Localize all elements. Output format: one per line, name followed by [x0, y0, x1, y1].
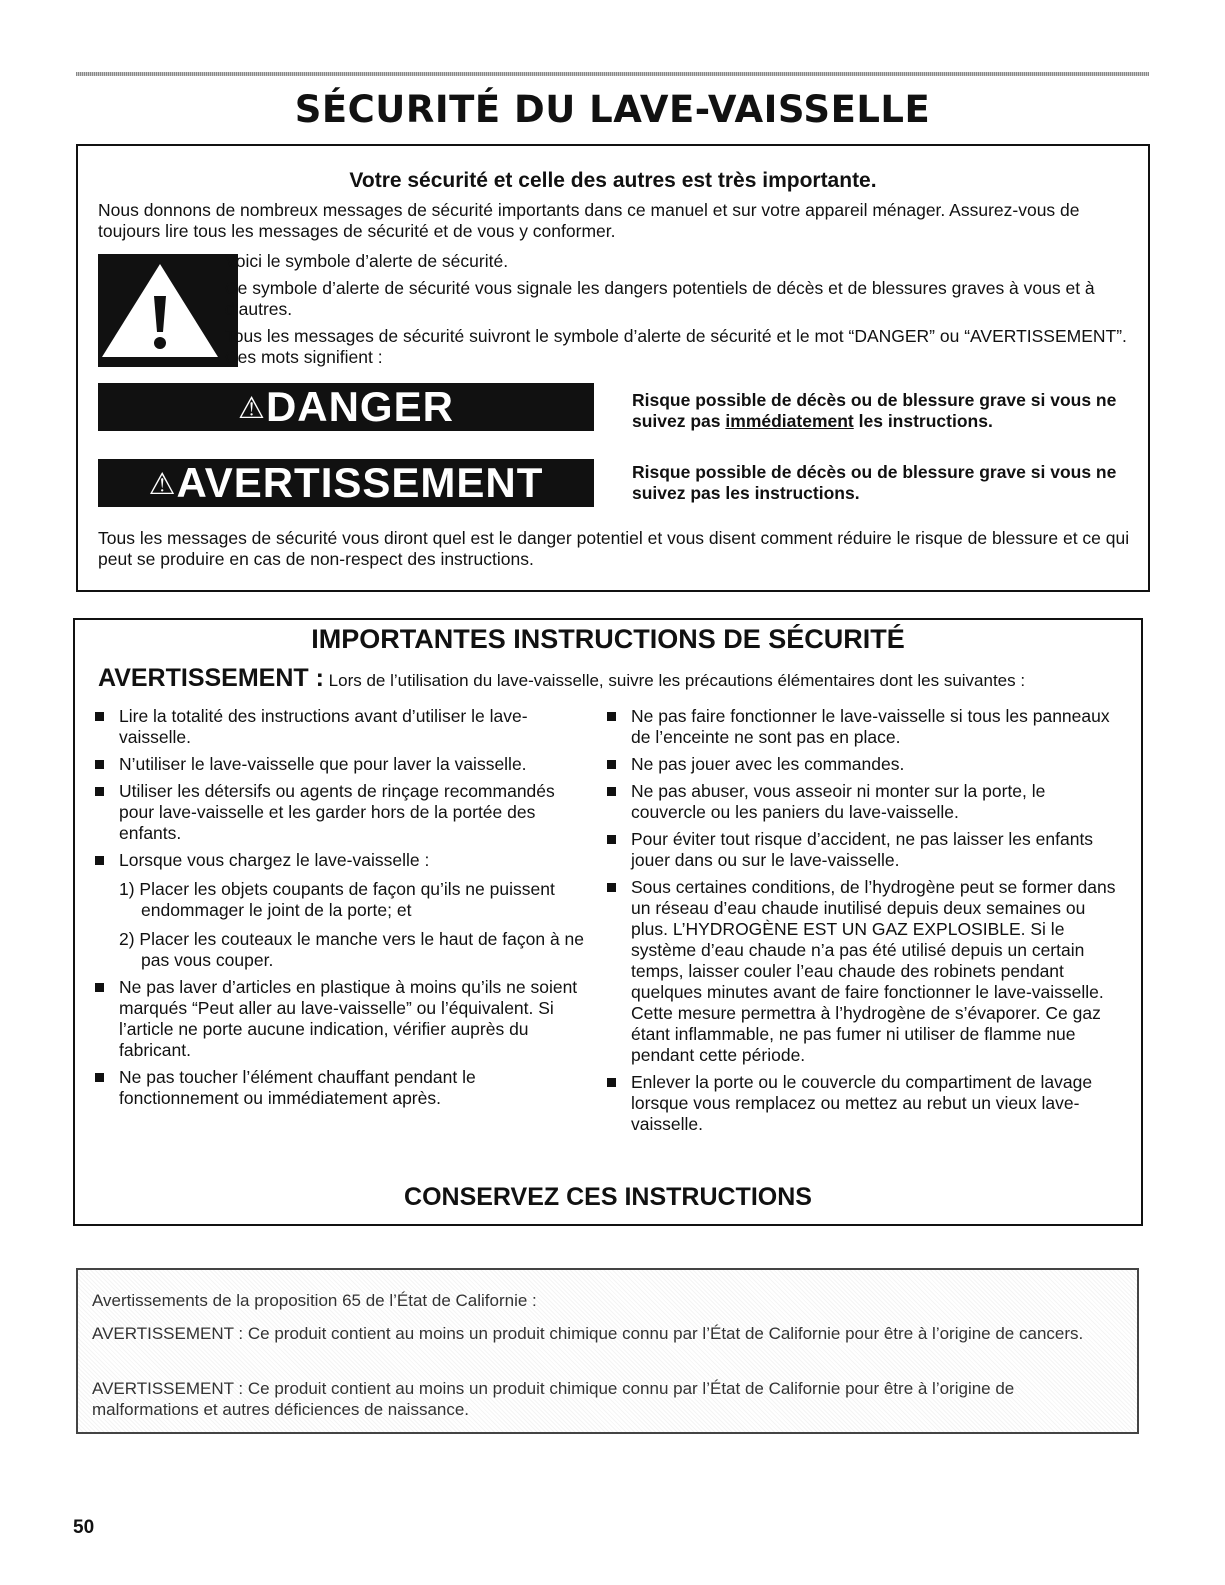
- list-item-text: Ne pas abuser, vous asseoir ni monter sur la porte, le couvercle ou les paniers du lave-vaisselle.: [631, 781, 1046, 822]
- danger-desc-emphasis: immédiatement: [725, 411, 854, 431]
- danger-label-text: DANGER: [265, 383, 454, 430]
- safety-closing: Tous les messages de sécurité vous diront quel est le danger potentiel et vous disent comment réduire le risque de blessure et ce qui peut se produire en cas de non-respect des instructions.: [98, 528, 1130, 569]
- list-item: [605, 829, 1125, 871]
- list-item-text: Utiliser les détersifs ou agents de rinçage recommandés pour lave-vaisselle et les garder hors de la portée des enfants.: [119, 781, 555, 843]
- square-bullet-icon: [95, 760, 104, 769]
- list-item-text: Ne pas toucher l’élément chauffant pendant le fonctionnement ou immédiatement après.: [119, 1067, 476, 1108]
- list-item: [93, 1067, 593, 1109]
- list-item: [93, 781, 593, 844]
- symbol-line: Tous les messages de sécurité suivront le symbole d’alerte de sécurité et le mot “DANGER” ou “AVERTISSEMENT”. Ces mots signifient :: [225, 326, 1127, 367]
- prop65-title: Avertissements de la proposition 65 de l’État de Californie :: [92, 1291, 537, 1310]
- list-item: [605, 877, 1125, 1066]
- instructions-right-column: [605, 706, 1125, 1141]
- safety-message-box: [76, 144, 1150, 592]
- square-bullet-icon: [95, 787, 104, 796]
- danger-description: [632, 390, 1142, 432]
- list-item-text: Ne pas jouer avec les commandes.: [631, 754, 905, 774]
- list-item-text: Enlever la porte ou le couvercle du compartiment de lavage lorsque vous remplacez ou mettez au rebut un vieux lave-vaisselle.: [631, 1072, 1093, 1134]
- prop65-warning-birth-defects: AVERTISSEMENT : Ce produit contient au moins un produit chimique connu par l’État de Californie pour être à l’origine de malformations et autres déficiences de naissance.: [92, 1379, 1015, 1419]
- square-bullet-icon: [607, 883, 616, 892]
- square-bullet-icon: [95, 983, 104, 992]
- warning-word: AVERTISSEMENT :: [98, 664, 324, 692]
- list-item-text: Lire la totalité des instructions avant d’utiliser le lave-vaisselle.: [119, 706, 528, 747]
- danger-label: [98, 383, 594, 431]
- warning-text: Lors de l’utilisation du lave-vaisselle, suivre les précautions élémentaires dont les suivantes :: [323, 671, 1026, 690]
- instructions-box: [73, 618, 1143, 1226]
- square-bullet-icon: [607, 712, 616, 721]
- list-item: [93, 706, 593, 748]
- instructions-left-column: [93, 706, 593, 1115]
- warning-label: [98, 459, 594, 507]
- prop65-warning-cancer: AVERTISSEMENT : Ce produit contient au moins un produit chimique connu par l’État de Californie pour être à l’origine de cancers.: [92, 1324, 1084, 1343]
- list-item-text: Sous certaines conditions, de l’hydrogène peut se former dans un réseau d’eau chaude inutilisé depuis deux semaines ou plus. L’HYDROGÈNE EST UN GAZ EXPLOSIBLE. Si le système d’eau chaude n’a pas été utilisé depuis un certain temps, laisser couler l’eau chaude des robinets pendant quelques minutes avant de faire fonctionner le lave-vaisselle. Cette mesure permettra à l’hydrogène de s’évaporer. Ce gaz étant inflammable, ne pas fumer ni utiliser de flamme nue pendant cette période.: [631, 877, 1116, 1065]
- list-item-text: N’utiliser le lave-vaisselle que pour laver la vaisselle.: [119, 754, 527, 774]
- square-bullet-icon: [607, 787, 616, 796]
- symbol-explanation: [225, 251, 1135, 374]
- instructions-warning: [98, 664, 1138, 693]
- warning-triangle-icon: ⚠: [148, 468, 177, 501]
- sub-list-item: 1) Placer les objets coupants de façon qu’ils ne puissent endommager le joint de la porte; et: [119, 879, 555, 920]
- safety-intro: Nous donnons de nombreux messages de sécurité importants dans ce manuel et sur votre appareil ménager. Assurez-vous de toujours lire tous les messages de sécurité et de vous y conformer.: [98, 200, 1080, 241]
- safety-alert-triangle-icon: [98, 254, 238, 367]
- list-item-text: Ne pas faire fonctionner le lave-vaisselle si tous les panneaux de l’enceinte ne sont pas en place.: [631, 706, 1110, 747]
- list-item: [605, 1072, 1125, 1135]
- danger-desc-end: les instructions.: [853, 411, 993, 431]
- symbol-line: Ce symbole d’alerte de sécurité vous signale les dangers potentiels de décès et de blessures graves à vous et à d’autres.: [225, 278, 1095, 319]
- warning-triangle-icon: ⚠: [238, 392, 266, 425]
- sub-list-item: 2) Placer les couteaux le manche vers le haut de façon à ne pas vous couper.: [119, 929, 584, 970]
- list-item-text: Ne pas laver d’articles en plastique à moins qu’ils ne soient marqués “Peut aller au lave-vaisselle” ou l’équivalent. Si l’article ne porte aucune indication, vérifier auprès du fabricant.: [119, 977, 578, 1060]
- warning-description: Risque possible de décès ou de blessure grave si vous ne suivez pas les instructions.: [632, 462, 1117, 503]
- list-item: [605, 754, 1125, 775]
- list-item: [605, 781, 1125, 823]
- square-bullet-icon: [607, 1078, 616, 1087]
- save-instructions-heading: CONSERVEZ CES INSTRUCTIONS: [404, 1183, 812, 1211]
- danger-desc-text: Risque possible de décès ou de blessure grave si vous ne suivez pas: [632, 390, 1117, 431]
- square-bullet-icon: [95, 712, 104, 721]
- warning-label-text: AVERTISSEMENT: [176, 459, 544, 506]
- square-bullet-icon: [607, 835, 616, 844]
- page-title: SÉCURITÉ DU LAVE-VAISSELLE: [294, 88, 931, 131]
- square-bullet-icon: [95, 856, 104, 865]
- page-number: 50: [73, 1517, 95, 1538]
- symbol-line: Voici le symbole d’alerte de sécurité.: [225, 251, 509, 271]
- square-bullet-icon: [95, 1073, 104, 1082]
- list-item: [605, 706, 1125, 748]
- list-item: [93, 977, 593, 1061]
- instructions-heading: IMPORTANTES INSTRUCTIONS DE SÉCURITÉ: [311, 624, 905, 654]
- list-item-text: Lorsque vous chargez le lave-vaisselle :: [119, 850, 430, 870]
- list-item: [93, 754, 593, 775]
- prop65-warning-box: [76, 1268, 1139, 1434]
- list-item-text: Pour éviter tout risque d’accident, ne pas laisser les enfants jouer dans ou sur le lave-vaisselle.: [631, 829, 1094, 870]
- top-rule: [76, 72, 1149, 76]
- square-bullet-icon: [607, 760, 616, 769]
- list-item: [93, 850, 593, 871]
- safety-heading: Votre sécurité et celle des autres est très importante.: [349, 169, 877, 192]
